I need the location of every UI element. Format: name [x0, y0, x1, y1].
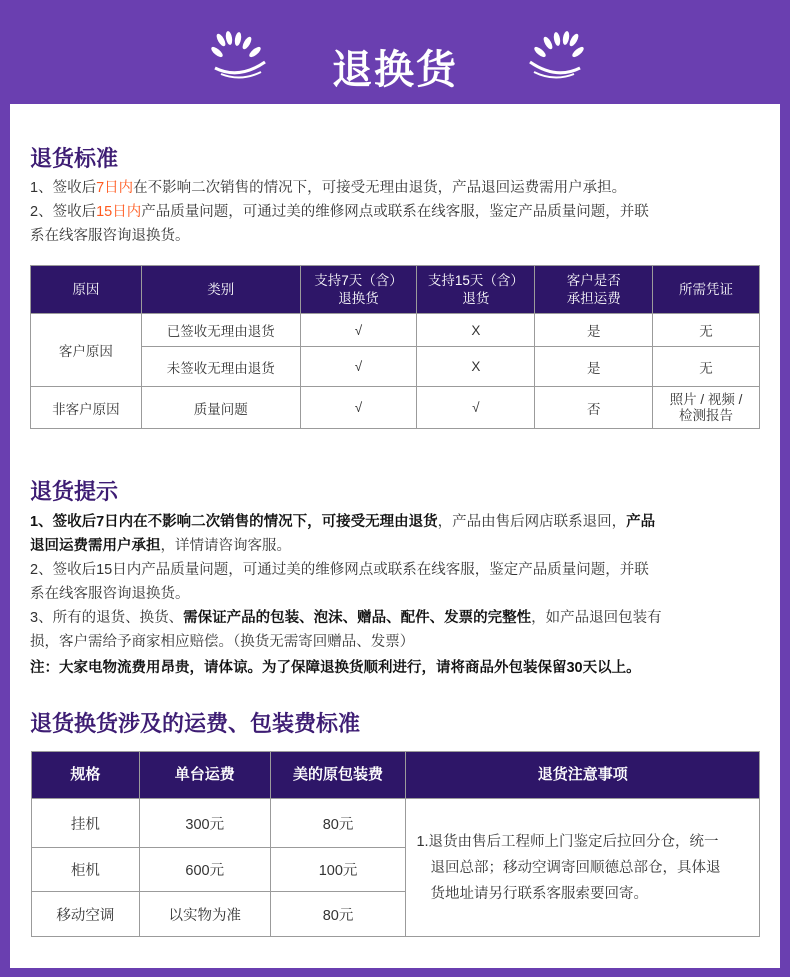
bold-text: 1、签收后7日内在不影响二次销售的情况下，可接受无理由退货	[30, 514, 438, 530]
table-header-cell: 客户是否 承担运费	[535, 266, 653, 314]
highlight-text: 15日内	[96, 204, 142, 220]
table-cell: 600元	[139, 848, 270, 892]
table-cell: √	[300, 347, 417, 387]
table-cell: √	[417, 387, 535, 429]
table-cell: 300元	[139, 799, 270, 848]
table-row	[31, 314, 760, 347]
table-cell: 已签收无理由退货	[141, 314, 300, 347]
header-banner	[0, 0, 790, 104]
page-title: 退换货	[332, 48, 458, 92]
table-cell: √	[300, 314, 417, 347]
table-header-row	[32, 752, 760, 799]
bold-text: 退回运费需用户承担	[30, 538, 161, 554]
table-cell: X	[417, 347, 535, 387]
table-cell: X	[417, 314, 535, 347]
table-cell: 以实物为准	[139, 892, 270, 937]
note-line: 退回总部；移动空调寄回顺德总部仓，具体退	[430, 859, 721, 876]
table-header-cell: 原因	[31, 266, 142, 314]
text-segment: 2、签收后	[30, 204, 97, 220]
fee-standard-table	[31, 751, 760, 937]
table-cell: 无	[653, 314, 760, 347]
bold-text: 产品	[626, 514, 656, 530]
table-header-cell: 美的原包装费	[270, 752, 406, 799]
table-cell: 质量问题	[141, 387, 300, 429]
text-segment: 1、签收后	[30, 180, 97, 196]
content-card	[10, 104, 780, 968]
table-header-cell: 规格	[32, 752, 140, 799]
table-header-row	[31, 266, 760, 314]
text-segment: 损，客户需给予商家相应赔偿。（换货无需寄回赠品、发票）	[30, 634, 415, 650]
table-cell: 否	[535, 387, 653, 429]
table-cell: 移动空调	[32, 892, 140, 937]
section-title-return-tips: 退货提示	[30, 479, 119, 504]
section-title-fee-standard: 退货换货涉及的运费、包装费标准	[30, 711, 361, 736]
table-cell: 是	[535, 314, 653, 347]
note-line: 货地址请另行联系客服索要回寄。	[430, 885, 648, 902]
table-cell: 80元	[270, 892, 406, 937]
table-cell: 无	[653, 347, 760, 387]
table-row	[31, 387, 760, 429]
table-cell: 80元	[270, 799, 406, 848]
return-tips-text	[30, 510, 750, 680]
table-header-cell: 支持7天（含） 退换货	[300, 266, 417, 314]
text-segment: ，产品由售后网店联系退回，	[437, 514, 627, 530]
text-segment: 产品质量问题，可通过美的维修网点或联系在线客服，鉴定产品质量问题，并联	[141, 204, 649, 220]
text-segment: ，详情请咨询客服。	[160, 538, 291, 554]
table-header-cell: 退货注意事项	[406, 752, 760, 799]
table-cell: √	[300, 387, 417, 429]
table-header-cell: 类别	[141, 266, 300, 314]
table-cell: 客户原因	[31, 314, 142, 387]
table-header-cell: 所需凭证	[653, 266, 760, 314]
return-standard-text	[30, 176, 750, 248]
table-cell: 挂机	[32, 799, 140, 848]
text-segment: 系在线客服咨询退换货。	[30, 586, 190, 602]
table-cell: 是	[535, 347, 653, 387]
table-header-cell: 单台运费	[139, 752, 270, 799]
text-segment: ，如产品退回包装有	[531, 610, 662, 626]
return-notes-cell	[406, 799, 760, 937]
table-header-cell: 支持15天（含） 退货	[417, 266, 535, 314]
text-segment: 2、签收后15日内产品质量问题，可通过美的维修网点或联系在线客服，鉴定产品质量问题，并联	[30, 562, 649, 578]
note-text: 注：大家电物流费用昂贵，请体谅。为了保障退换货顺利进行，请将商品外包装保留30天以上。	[30, 660, 641, 676]
text-segment: 3、所有的退货、换货、	[30, 610, 184, 626]
note-line: 1.退货由售后工程师上门鉴定后拉回分仓，统一	[416, 833, 719, 850]
table-cell: 非客户原因	[31, 387, 142, 429]
table-cell: 柜机	[32, 848, 140, 892]
text-segment: 在不影响二次销售的情况下，可接受无理由退货，产品退回运费需用户承担。	[133, 180, 627, 196]
bold-text: 需保证产品的包装、泡沫、赠品、配件、发票的完整性	[183, 610, 532, 626]
table-row	[32, 799, 760, 848]
wheat-icon	[524, 28, 588, 84]
highlight-text: 7日内	[96, 180, 134, 196]
table-cell: 未签收无理由退货	[141, 347, 300, 387]
section-title-return-standard: 退货标准	[30, 146, 119, 171]
table-cell: 照片 / 视频 / 检测报告	[653, 387, 760, 429]
text-segment: 系在线客服咨询退换货。	[30, 228, 190, 244]
return-standard-table	[30, 265, 760, 429]
table-cell: 100元	[270, 848, 406, 892]
